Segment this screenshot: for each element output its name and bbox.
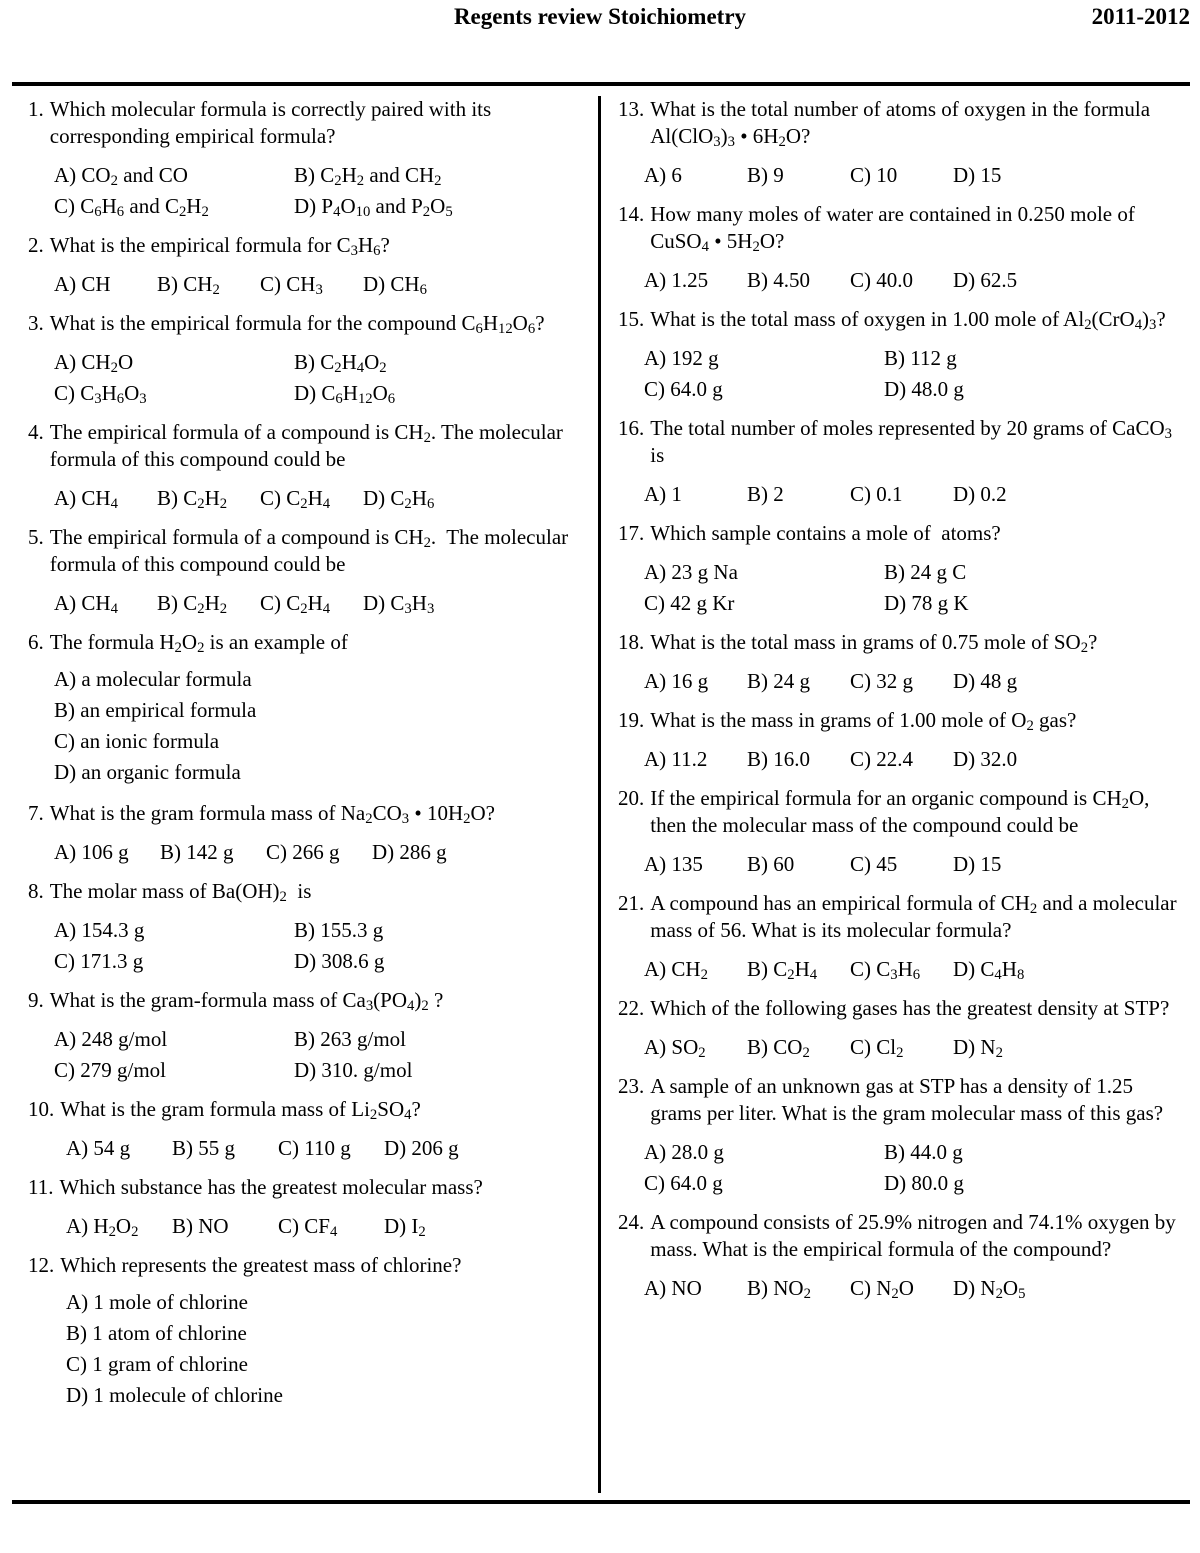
answer-choice[interactable]: D) $C_4H_8$ xyxy=(953,957,1025,983)
answer-row xyxy=(644,744,1188,775)
question-number: 23. xyxy=(618,1074,645,1098)
answer-row xyxy=(54,946,594,977)
answer-choice[interactable]: C) 32 g xyxy=(850,669,913,693)
question-stem xyxy=(618,629,1188,656)
answer-choices xyxy=(28,269,594,300)
answer-choice[interactable]: C) 40.0 xyxy=(850,268,913,292)
question-text: Which molecular formula is correctly paired with its corresponding empirical formula? xyxy=(49,97,492,148)
question-stem xyxy=(618,520,1188,547)
question-stem xyxy=(618,1073,1188,1127)
question xyxy=(618,96,1188,191)
question-text: What is the empirical formula for $C_3H_6$? xyxy=(49,233,390,259)
question-stem xyxy=(618,707,1188,734)
question-number: 5. xyxy=(28,525,44,549)
answer-choice[interactable]: C) $CH_3$ xyxy=(260,272,323,298)
question-number: 7. xyxy=(28,801,44,825)
answer-choice[interactable]: C) 171.3 g xyxy=(54,949,144,973)
question-stem xyxy=(618,201,1188,255)
question-stem xyxy=(28,524,594,578)
answer-row xyxy=(54,378,594,409)
question-stem xyxy=(618,415,1188,469)
answer-row xyxy=(66,1211,594,1242)
question-number: 18. xyxy=(618,630,645,654)
question xyxy=(28,878,594,977)
answer-choice[interactable]: C) $C_2H_4$ xyxy=(260,591,331,617)
answer-choice[interactable]: C) 45 xyxy=(850,852,898,876)
answer-choice[interactable]: C) 22.4 xyxy=(850,747,913,771)
answer-choice[interactable]: D) 286 g xyxy=(372,840,447,864)
question-text: The empirical formula of a compound is $CH_2$. The molecular formula of this compound could be xyxy=(49,420,563,471)
question-text: Which represents the greatest mass of chlorine? xyxy=(60,1253,462,1277)
answer-choice[interactable]: C) 266 g xyxy=(266,840,340,864)
answer-choice[interactable]: A) 135 xyxy=(644,852,703,876)
question-number: 14. xyxy=(618,202,645,226)
question-text: Which sample contains a mole of atoms? xyxy=(650,521,1001,545)
answer-choice[interactable]: B) $CO_2$ xyxy=(747,1035,810,1061)
top-rule xyxy=(12,82,1190,86)
answer-choices xyxy=(618,1273,1188,1304)
answer-row xyxy=(54,1024,594,1055)
answer-row xyxy=(54,191,594,222)
answer-choice[interactable]: D) 0.2 xyxy=(953,482,1007,506)
answer-choice[interactable]: C) 279 g/mol xyxy=(54,1058,167,1082)
answer-choice[interactable]: C) 0.1 xyxy=(850,482,903,506)
question-number: 9. xyxy=(28,988,44,1012)
question-number: 15. xyxy=(618,307,645,331)
answer-choices xyxy=(28,666,594,790)
answer-row xyxy=(644,1273,1188,1304)
answer-choice[interactable]: D) 32.0 xyxy=(953,747,1018,771)
answer-choices xyxy=(28,1289,594,1413)
question-text: Which substance has the greatest molecular mass? xyxy=(59,1175,483,1199)
answer-choice[interactable]: B) 112 g xyxy=(884,346,957,370)
question-text: What is the total mass in grams of 0.75 mole of $SO_2$? xyxy=(650,630,1098,656)
answer-choice[interactable]: D) 48.0 g xyxy=(884,377,964,401)
answer-choice[interactable]: B) 24 g xyxy=(747,669,810,693)
question xyxy=(618,629,1188,697)
answer-row xyxy=(54,483,594,514)
answer-choice[interactable]: D) 15 xyxy=(953,163,1002,187)
question-stem xyxy=(618,785,1188,839)
answer-choice[interactable]: A) 1 xyxy=(644,482,682,506)
question-number: 17. xyxy=(618,521,645,545)
answer-row xyxy=(644,1168,1188,1199)
answer-choice[interactable]: A) $CH_2$ xyxy=(644,957,708,983)
answer-choices xyxy=(28,1133,594,1164)
question xyxy=(28,1252,594,1413)
answer-choice[interactable]: B) 16.0 xyxy=(747,747,810,771)
answer-choice[interactable]: D) $N_2O_5$ xyxy=(953,1276,1026,1302)
answer-choice[interactable]: A) $SO_2$ xyxy=(644,1035,706,1061)
answer-choice[interactable]: C) 42 g Kr xyxy=(644,591,735,615)
answer-row xyxy=(54,160,594,191)
question-text: What is the total number of atoms of oxygen in the formula $Al(ClO_3)_3$ • $6H_2O$? xyxy=(650,97,1151,150)
question-number: 10. xyxy=(28,1097,55,1121)
question-number: 2. xyxy=(28,233,44,257)
answer-choices xyxy=(28,915,594,977)
answer-row xyxy=(644,557,1188,588)
answer-choice[interactable]: C) 64.0 g xyxy=(644,377,723,401)
answer-choice[interactable]: B) an empirical formula xyxy=(54,698,257,722)
answer-row xyxy=(644,479,1188,510)
question-number: 12. xyxy=(28,1253,55,1277)
answer-choices xyxy=(618,160,1188,191)
answer-choice[interactable]: B) $C_2H_2$ xyxy=(157,486,228,512)
question-number: 21. xyxy=(618,891,645,915)
answer-choice[interactable]: C) an ionic formula xyxy=(54,729,220,753)
question xyxy=(618,890,1188,985)
answer-row xyxy=(54,837,594,868)
answer-choices xyxy=(618,744,1188,775)
question-stem xyxy=(28,987,594,1014)
answer-row xyxy=(644,374,1188,405)
bottom-rule xyxy=(12,1500,1190,1504)
question-text: The molar mass of $Ba(OH)_2$ is xyxy=(49,879,312,905)
answer-choices xyxy=(28,837,594,868)
answer-row xyxy=(644,1137,1188,1168)
answer-row xyxy=(644,666,1188,697)
answer-choice[interactable]: B) NO xyxy=(172,1214,229,1238)
question-stem xyxy=(28,232,594,259)
answer-choice[interactable]: A) 248 g/mol xyxy=(54,1027,168,1051)
question-stem xyxy=(28,419,594,473)
answer-choice[interactable]: C) $C_3H_6$ xyxy=(850,957,921,983)
answer-row xyxy=(644,265,1188,296)
question-stem xyxy=(618,995,1188,1022)
answer-choice[interactable]: B) $C_2H_4O_2$ xyxy=(294,350,387,376)
question-text: If the empirical formula for an organic compound is $CH_2O$, then the molecular mass of the compound could be xyxy=(650,786,1150,837)
answer-choices xyxy=(28,483,594,514)
answer-choices xyxy=(618,557,1188,619)
answer-choice[interactable]: D) 78 g K xyxy=(884,591,969,615)
question xyxy=(618,1209,1188,1304)
question-text: A sample of an unknown gas at STP has a density of 1.25 grams per liter. What is the gram molecular mass of this gas? xyxy=(650,1074,1164,1125)
answer-choice[interactable]: B) $C_2H_4$ xyxy=(747,957,818,983)
question-number: 22. xyxy=(618,996,645,1020)
answer-choices xyxy=(618,343,1188,405)
question-text: What is the gram-formula mass of $Ca_3(PO_4)_2$ ? xyxy=(49,988,444,1014)
answer-choice[interactable]: C) 64.0 g xyxy=(644,1171,723,1195)
left-question-column xyxy=(28,96,594,1423)
question-text: The formula $H_2O_2$ is an example of xyxy=(49,630,348,656)
answer-choice[interactable]: D) 308.6 g xyxy=(294,949,385,973)
question-stem xyxy=(28,1174,594,1201)
answer-choice[interactable]: A) 192 g xyxy=(644,346,719,370)
answer-row xyxy=(644,160,1188,191)
answer-choice[interactable]: B) 60 xyxy=(747,852,795,876)
question-stem xyxy=(28,310,594,337)
answer-choice[interactable]: A) a molecular formula xyxy=(54,667,252,691)
question-text: What is the gram formula mass of $Na_2CO_3$ • $10H_2O$? xyxy=(49,801,495,827)
question xyxy=(618,1073,1188,1199)
answer-choice[interactable]: D) $C_3H_3$ xyxy=(363,591,435,617)
question-text: The empirical formula of a compound is $CH_2$. The molecular formula of this compound could be xyxy=(49,525,569,576)
answer-choices xyxy=(28,347,594,409)
question-text: Which of the following gases has the greatest density at STP? xyxy=(650,996,1170,1020)
answer-choices xyxy=(618,954,1188,985)
answer-choices xyxy=(618,479,1188,510)
answer-choice[interactable]: A) 28.0 g xyxy=(644,1140,724,1164)
answer-choice[interactable]: B) 142 g xyxy=(160,840,234,864)
question xyxy=(28,800,594,868)
answer-choices xyxy=(618,1137,1188,1199)
question-stem xyxy=(28,1096,594,1123)
question-stem xyxy=(618,890,1188,944)
question xyxy=(28,310,594,409)
answer-choice[interactable]: C) $C_3H_6O_3$ xyxy=(54,381,147,407)
right-question-column xyxy=(618,96,1188,1314)
question xyxy=(28,419,594,514)
answer-choice[interactable]: D) 206 g xyxy=(384,1136,459,1160)
answer-choice[interactable]: C) $C_2H_4$ xyxy=(260,486,331,512)
question-stem xyxy=(28,96,594,150)
answer-choice[interactable]: A) NO xyxy=(644,1276,702,1300)
question-text: What is the total mass of oxygen in 1.00 mole of $Al_2(CrO_4)_3$? xyxy=(650,307,1166,333)
question-number: 4. xyxy=(28,420,44,444)
question-stem xyxy=(28,629,594,656)
question xyxy=(618,785,1188,880)
answer-choice[interactable]: D) 310. g/mol xyxy=(294,1058,413,1082)
answer-choice[interactable]: C) $C_6H_6$ and $C_2H_2$ xyxy=(54,194,209,220)
question xyxy=(28,1174,594,1242)
answer-choice[interactable]: B) 263 g/mol xyxy=(294,1027,407,1051)
answer-choice[interactable]: B) 44.0 g xyxy=(884,1140,963,1164)
answer-choices xyxy=(28,160,594,222)
answer-choices xyxy=(618,666,1188,697)
answer-row xyxy=(54,588,594,619)
question-number: 6. xyxy=(28,630,44,654)
question xyxy=(28,1096,594,1164)
answer-row xyxy=(54,269,594,300)
answer-row xyxy=(644,954,1188,985)
question-text: A compound has an empirical formula of $CH_2$ and a molecular mass of 56. What is its molecular formula? xyxy=(650,891,1177,942)
column-divider xyxy=(598,96,601,1493)
question-stem xyxy=(618,1209,1188,1263)
answer-choice[interactable]: C) $Cl_2$ xyxy=(850,1035,904,1061)
question-stem xyxy=(28,878,594,905)
question xyxy=(618,995,1188,1063)
question-text: What is the mass in grams of 1.00 mole of $O_2$ gas? xyxy=(650,708,1077,734)
question-stem xyxy=(618,96,1188,150)
answer-choice[interactable]: D) $N_2$ xyxy=(953,1035,1003,1061)
answer-choice[interactable]: A) 1.25 xyxy=(644,268,709,292)
answer-choice[interactable]: B) $C_2H_2$ and $CH_2$ xyxy=(294,163,442,189)
answer-choice[interactable]: B) 4.50 xyxy=(747,268,810,292)
answer-choice[interactable]: B) 24 g C xyxy=(884,560,967,584)
answer-choice[interactable]: D) 62.5 xyxy=(953,268,1018,292)
question-number: 8. xyxy=(28,879,44,903)
answer-choice[interactable]: B) 55 g xyxy=(172,1136,235,1160)
answer-choice[interactable]: A) 154.3 g xyxy=(54,918,145,942)
answer-row xyxy=(66,1133,594,1164)
answer-row xyxy=(54,1055,594,1086)
answer-row xyxy=(54,915,594,946)
answer-choice[interactable]: B) 1 atom of chlorine xyxy=(66,1321,247,1345)
answer-choice[interactable]: D) $CH_6$ xyxy=(363,272,427,298)
answer-row xyxy=(644,343,1188,374)
answer-choice[interactable]: D) $I_2$ xyxy=(384,1214,426,1240)
answer-row xyxy=(644,1032,1188,1063)
question xyxy=(618,707,1188,775)
question xyxy=(28,524,594,619)
school-year: 2011-2012 xyxy=(1091,4,1190,29)
answer-choice[interactable]: B) $C_2H_2$ xyxy=(157,591,228,617)
question-number: 3. xyxy=(28,311,44,335)
question-number: 19. xyxy=(618,708,645,732)
answer-row xyxy=(54,347,594,378)
question-text: The total number of moles represented by 20 grams of CaCO$_3$ is xyxy=(650,416,1172,467)
answer-choice[interactable]: D) 15 xyxy=(953,852,1002,876)
question-stem xyxy=(28,800,594,827)
answer-choice[interactable]: A) 11.2 xyxy=(644,747,708,771)
question xyxy=(28,629,594,790)
answer-choice[interactable]: D) 80.0 g xyxy=(884,1171,964,1195)
question xyxy=(618,415,1188,510)
answer-choice[interactable]: B) 2 xyxy=(747,482,784,506)
answer-choice[interactable]: B) $CH_2$ xyxy=(157,272,220,298)
answer-choice[interactable]: A) $CH_4$ xyxy=(54,591,118,617)
question-stem xyxy=(28,1252,594,1279)
answer-choice[interactable]: A) 1 mole of chlorine xyxy=(66,1290,248,1314)
answer-choices xyxy=(28,588,594,619)
question xyxy=(618,201,1188,296)
question-stem xyxy=(618,306,1188,333)
answer-choices xyxy=(618,265,1188,296)
question xyxy=(28,987,594,1086)
answer-choice[interactable]: C) $CF_4$ xyxy=(278,1214,338,1240)
answer-choice[interactable]: A) 54 g xyxy=(66,1136,131,1160)
answer-choices xyxy=(618,1032,1188,1063)
answer-choice[interactable]: A) CH xyxy=(54,272,111,296)
answer-choice[interactable]: A) 16 g xyxy=(644,669,709,693)
question-number: 1. xyxy=(28,97,44,121)
question-text: What is the empirical formula for the compound $C_6H_{12}O_6$? xyxy=(49,311,545,337)
answer-choice[interactable]: C) 10 xyxy=(850,163,898,187)
answer-choice[interactable]: D) $C_2H_6$ xyxy=(363,486,435,512)
answer-choice[interactable]: D) an organic formula xyxy=(54,760,241,784)
answer-choice[interactable]: A) 6 xyxy=(644,163,682,187)
question-number: 24. xyxy=(618,1210,645,1234)
question xyxy=(618,520,1188,619)
question-text: How many moles of water are contained in 0.250 mole of CuSO$_4$ • $5H_2O$? xyxy=(650,202,1135,255)
answer-choice[interactable]: C) 110 g xyxy=(278,1136,351,1160)
answer-choices xyxy=(618,849,1188,880)
answer-choice[interactable]: B) 155.3 g xyxy=(294,918,384,942)
answer-choices xyxy=(28,1211,594,1242)
question xyxy=(618,306,1188,405)
answer-choice[interactable]: B) $NO_2$ xyxy=(747,1276,811,1302)
answer-choice[interactable]: C) 1 gram of chlorine xyxy=(66,1352,248,1376)
answer-choice[interactable]: D) 48 g xyxy=(953,669,1018,693)
answer-choice[interactable]: A) 23 g Na xyxy=(644,560,738,584)
question-number: 16. xyxy=(618,416,645,440)
answer-row xyxy=(644,849,1188,880)
question-number: 13. xyxy=(618,97,645,121)
question-number: 20. xyxy=(618,786,645,810)
question-text: A compound consists of 25.9% nitrogen and 74.1% oxygen by mass. What is the empirical formula of the compound? xyxy=(650,1210,1176,1261)
answer-row xyxy=(644,588,1188,619)
answer-choice[interactable]: D) $C_6H_{12}O_6$ xyxy=(294,381,396,407)
answer-choice[interactable]: C) $N_2O$ xyxy=(850,1276,914,1302)
answer-choice[interactable]: D) $P_4O_{10}$ and $P_2O_5$ xyxy=(294,194,453,220)
question xyxy=(28,232,594,300)
answer-choice[interactable]: A) $CO_2$ and CO xyxy=(54,163,188,189)
answer-choices xyxy=(28,1024,594,1086)
answer-choice[interactable]: A) $H_2O_2$ xyxy=(66,1214,139,1240)
question-number: 11. xyxy=(28,1175,54,1199)
answer-choice[interactable]: A) 106 g xyxy=(54,840,129,864)
answer-choice[interactable]: D) 1 molecule of chlorine xyxy=(66,1383,283,1407)
question-text: What is the gram formula mass of $Li_2SO_4$? xyxy=(60,1097,421,1123)
answer-choice[interactable]: A) $CH_4$ xyxy=(54,486,118,512)
page-title: Regents review Stoichiometry xyxy=(453,4,747,29)
answer-choice[interactable]: A) $CH_2O$ xyxy=(54,350,134,376)
answer-choice[interactable]: B) 9 xyxy=(747,163,784,187)
question xyxy=(28,96,594,222)
